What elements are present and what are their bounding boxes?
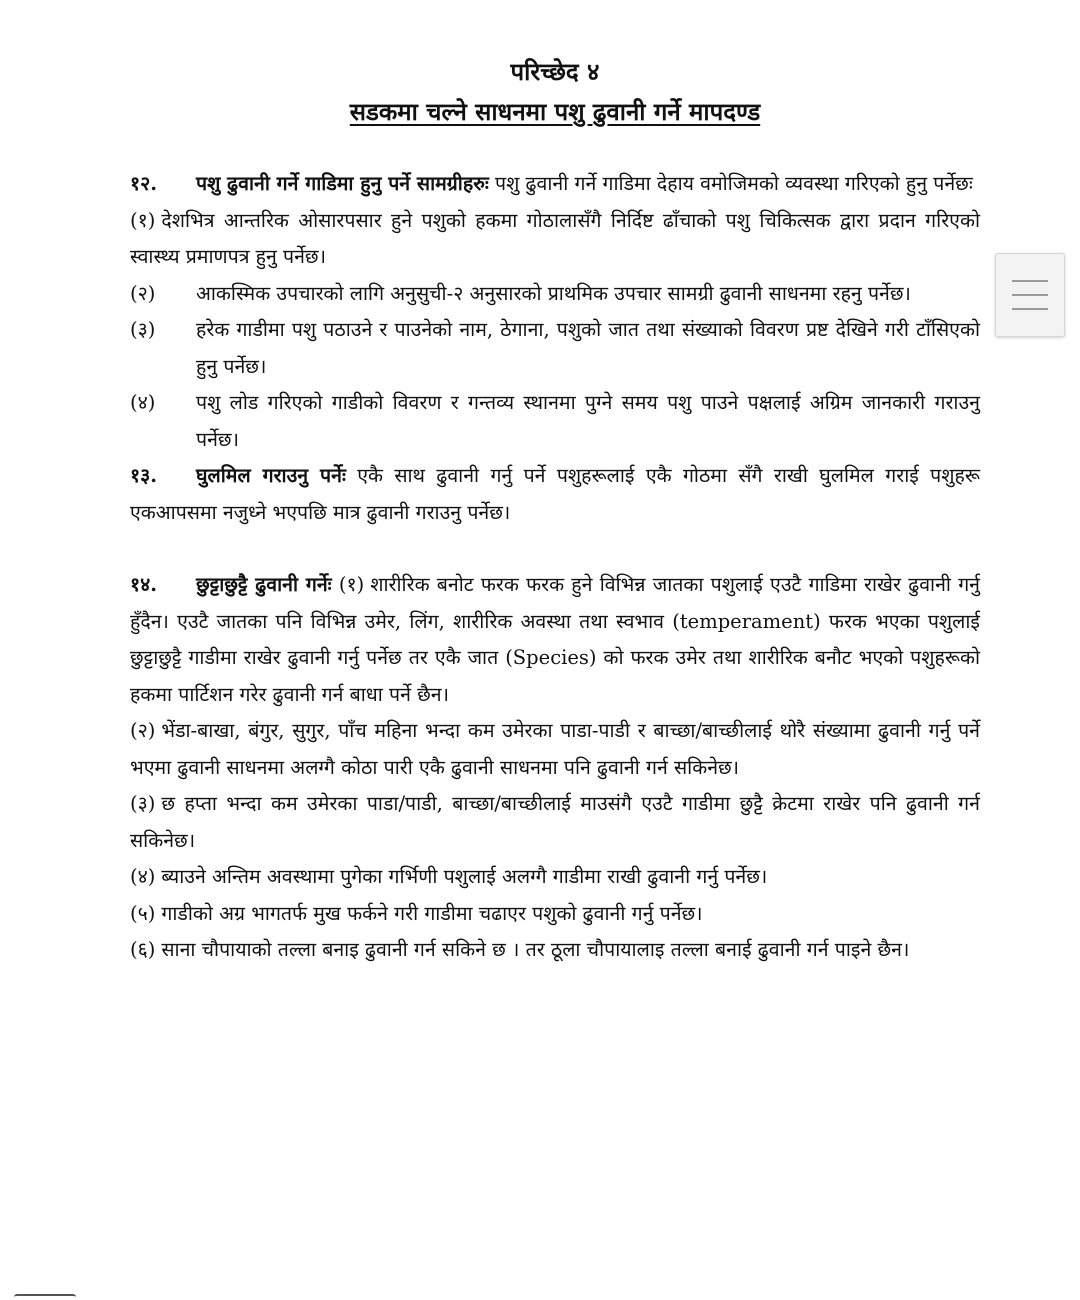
clause-number: (२) <box>130 281 156 305</box>
clause-12-3 <box>130 312 980 385</box>
section-text: एकै साथ ढुवानी गर्नु पर्ने पशुहरूलाई एकै गोठमा सँगै राखी घुलमिल गराई पशुहरू एकआपसमा नजुध्ने भएपछि मात्र ढुवानी गराउनु पर्नेछ। <box>130 464 980 524</box>
section-number: १२. <box>130 172 158 195</box>
clause-text: आकस्मिक उपचारको लागि अनुसुची-२ अनुसारको प्राथमिक उपचार सामग्री ढुवानी साधनमा रहनु पर्नेछ। <box>196 281 911 305</box>
section-13 <box>130 458 980 531</box>
clause-number: (१) <box>130 208 156 232</box>
clause-number: (४) <box>130 865 156 888</box>
clause-text: गाडीको अग्र भागतर्फ मुख फर्कने गरी गाडीमा चढाएर पशुको ढुवानी गर्नु पर्नेछ। <box>161 901 703 925</box>
document-page <box>130 52 980 969</box>
section-number: १३. <box>130 464 158 487</box>
hamburger-menu-icon <box>1012 294 1048 296</box>
clause-text: पशु लोड गरिएको गाडीको विवरण र गन्तव्य स्थानमा पुग्ने समय पशु पाउने पक्षलाई अग्रिम जानकारी गराउनु पर्नेछ। <box>196 391 980 451</box>
clause-text: देशभित्र आन्तरिक ओसारपसार हुने पशुको हकमा गोठालासँगै निर्दिष्ट ढाँचाको पशु चिकित्सक द्वारा प्रदान गरिएको स्वास्थ्य प्रमाणपत्र हुनु पर्नेछ। <box>130 208 980 268</box>
hamburger-menu-icon <box>1012 280 1048 282</box>
hamburger-menu-icon <box>1012 308 1048 310</box>
clause-text: ब्याउने अन्तिम अवस्थामा पुगेका गर्भिणी पशुलाई अलग्गै गाडीमा राखी ढुवानी गर्नु पर्नेछ। <box>161 865 768 888</box>
clause-14-2 <box>130 713 980 786</box>
section-title: पशु ढुवानी गर्ने गाडिमा हुनु पर्ने सामग्रीहरुः <box>196 172 489 195</box>
clause-text: शारीरिक बनोट फरक फरक हुने विभिन्न जातका पशुलाई एउटै गाडिमा राखेर ढुवानी गर्नु हुँदैन। एउटै जातका पनि विभिन्न उमेर, लिंग, शारीरिक अवस्था तथा स्वभाव (temperament) फरक भएका पशुलाई छुट्टाछुट्टै गाडीमा राखेर ढुवानी गर्नु पर्नेछ तर एकै जात (Species) को फरक उमेर तथा शारीरिक बनौट भएको पशुहरूको हकमा पार्टिशन गरेर ढुवानी गर्न बाधा पर्ने छैन। <box>130 573 981 706</box>
chapter-title: सडकमा चल्ने साधनमा पशु ढुवानी गर्ने मापदण्ड <box>349 97 761 126</box>
section-gap <box>130 531 980 567</box>
section-14 <box>130 567 980 713</box>
clause-12-4 <box>130 385 980 458</box>
bottom-tab-edge <box>14 1294 76 1300</box>
clause-number: (३) <box>130 318 156 341</box>
clause-14-5 <box>130 896 980 933</box>
clause-number: (६) <box>130 938 156 961</box>
clause-text: भेंडा-बाखा, बंगुर, सुगुर, पाँच महिना भन्दा कम उमेरका पाडा-पाडी र बाच्छा/बाच्छीलाई थोरै संख्यामा ढुवानी गर्नु पर्ने भएमा ढुवानी साधनमा अलग्गै कोठा पारी एकै ढुवानी साधनमा पनि ढुवानी गर्न सकिनेछ। <box>130 719 980 779</box>
section-title: घुलमिल गराउनु पर्नेः <box>196 464 346 487</box>
chapter-heading: परिच्छेद ४ <box>510 57 600 86</box>
side-menu-button[interactable] <box>995 253 1065 337</box>
section-12 <box>130 166 980 203</box>
clause-text: साना चौपायाको तल्ला बनाइ ढुवानी गर्न सकिने छ । तर ठूला चौपायालाइ तल्ला बनाई ढुवानी गर्न पाइने छैन। <box>161 938 910 961</box>
clause-12-2 <box>130 276 980 313</box>
section-number: १४. <box>130 573 158 596</box>
clause-number: (५) <box>130 901 156 925</box>
clause-number: (४) <box>130 391 156 414</box>
clause-number: (३) <box>130 792 156 815</box>
clause-14-6 <box>130 932 980 969</box>
clause-14-4 <box>130 859 980 896</box>
section-intro: पशु ढुवानी गर्ने गाडिमा देहाय वमोजिमको व्यवस्था गरिएको हुनु पर्नेछः <box>488 172 973 195</box>
clause-number: (२) <box>130 719 156 742</box>
clause-14-3 <box>130 786 980 859</box>
section-title: छुट्टाछुट्टै ढुवानी गर्नेः <box>196 573 332 596</box>
clause-12-1 <box>130 203 980 276</box>
clause-text: छ हप्ता भन्दा कम उमेरका पाडा/पाडी, बाच्छा/बाच्छीलाई माउसंगै एउटै गाडीमा छुट्टै क्रेटमा राखेर पनि ढुवानी गर्न सकिनेछ। <box>130 792 980 852</box>
clause-number: (१) <box>338 573 365 596</box>
clause-text: हरेक गाडीमा पशु पठाउने र पाउनेको नाम, ठेगाना, पशुको जात तथा संख्याको विवरण प्रष्ट देखिने गरी टाँसिएको हुनु पर्नेछ। <box>196 318 980 378</box>
